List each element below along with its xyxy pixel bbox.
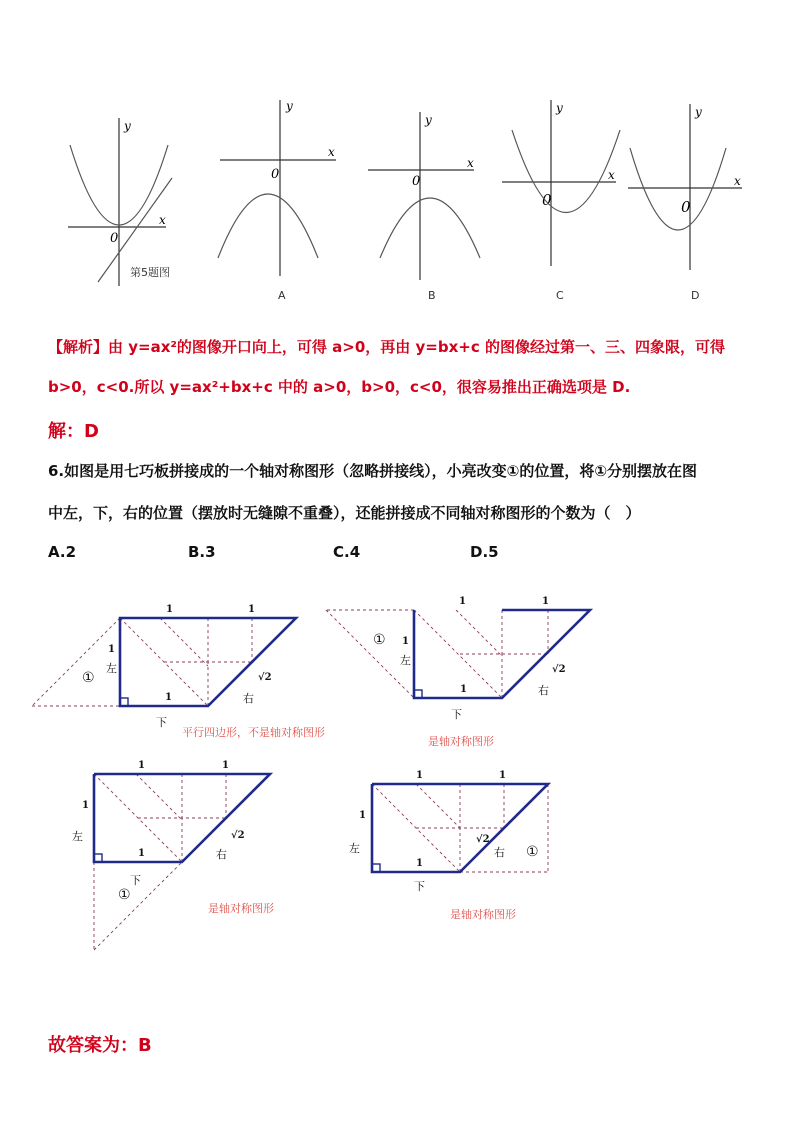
piece-1-label: ① [82,670,95,686]
axis-x-label: x [467,156,474,170]
len-label: 1 [248,604,255,615]
left-label: 左 [349,842,360,855]
len-label: 1 [138,760,145,771]
len-label: 1 [460,684,467,695]
option-b-label: B [428,289,436,302]
analysis-line-2: b>0，c<0.所以 y=ax²+bx+c 中的 a>0，b>0，c<0，很容易推出正确选项是 D. [48,378,631,396]
len-label: 1 [82,800,89,811]
tangram-figures [0,590,794,970]
len-label: 1 [138,848,145,859]
figure-original-caption: 是轴对称图形 [428,735,494,748]
given-caption: 第5题图 [130,266,170,279]
axis-y-label: y [695,105,702,119]
axis-x-label: x [328,145,335,159]
piece-1-label: ① [526,844,539,860]
piece-1-label: ① [373,632,386,648]
given-graph [68,118,172,286]
axis-y-label: y [556,101,563,115]
len-label: 1 [222,760,229,771]
len-label: 1 [108,644,115,655]
origin-label: 0 [681,198,691,216]
right-label: 右 [243,692,254,705]
option-c: C.4 [333,543,361,561]
axis-x-label: x [734,174,741,188]
down-label: 下 [414,880,425,893]
figure-right-caption: 是轴对称图形 [450,908,516,921]
final-answer: 故答案为：B [48,1035,152,1056]
option-b: B.3 [188,543,216,561]
len-label: 1 [416,770,423,781]
figure-down [72,760,274,950]
axis-y-label: y [425,113,432,127]
len-label: 1 [402,636,409,647]
len-label: 1 [459,596,466,607]
right-label: 右 [216,848,227,861]
question-6-line-2: 中左，下，右的位置（摆放时无缝隙不重叠），还能拼接成不同轴对称图形的个数为（ ） [48,504,641,522]
figure-left-caption: 平行四边形，不是轴对称图形 [182,726,325,739]
right-label: 右 [538,684,549,697]
graph-a [218,99,336,302]
option-a-label: A [278,289,286,302]
right-label: 右 [494,846,505,859]
down-label: 下 [130,874,141,887]
left-label: 左 [72,830,83,843]
question-6-line-1: 6.如图是用七巧板拼接成的一个轴对称图形（忽略拼接线），小亮改变①的位置，将①分别摆放在图 [48,462,698,480]
graph-c [502,100,620,302]
figure-left [32,604,325,739]
down-label: 下 [451,708,462,721]
len-label: 1 [416,858,423,869]
graphs-row [0,90,794,310]
sqrt2-label: √2 [258,672,272,683]
len-label: 1 [165,692,172,703]
sqrt2-label: √2 [231,830,245,841]
len-label: 1 [542,596,549,607]
origin-label: 0 [271,167,280,182]
axis-x-label: x [608,168,615,182]
option-c-label: C [556,289,564,302]
axis-x-label: x [159,213,166,227]
figure-original [326,596,590,748]
len-label: 1 [359,810,366,821]
figure-down-caption: 是轴对称图形 [208,902,274,915]
graph-d [628,104,742,302]
left-label: 左 [400,654,411,667]
origin-label: 0 [542,191,552,209]
option-d-label: D [691,289,700,302]
axis-y-label: y [124,119,131,133]
option-d: D.5 [470,543,499,561]
graph-b [368,112,480,302]
piece-1-label: ① [118,887,131,903]
solution-5: 解：D [48,421,99,442]
len-label: 1 [499,770,506,781]
origin-label: 0 [412,174,421,189]
left-label: 左 [106,662,117,675]
origin-label: 0 [110,231,119,246]
figure-right [349,770,548,921]
sqrt2-label: √2 [552,664,566,675]
sqrt2-label: √2 [476,834,490,845]
axis-y-label: y [286,99,293,113]
down-label: 下 [156,716,167,729]
analysis-line-1: 【解析】由 y=ax²的图像开口向上，可得 a>0，再由 y=bx+c 的图像经过第一、三、四象限，可得 [48,338,725,356]
option-a: A.2 [48,543,77,561]
len-label: 1 [166,604,173,615]
